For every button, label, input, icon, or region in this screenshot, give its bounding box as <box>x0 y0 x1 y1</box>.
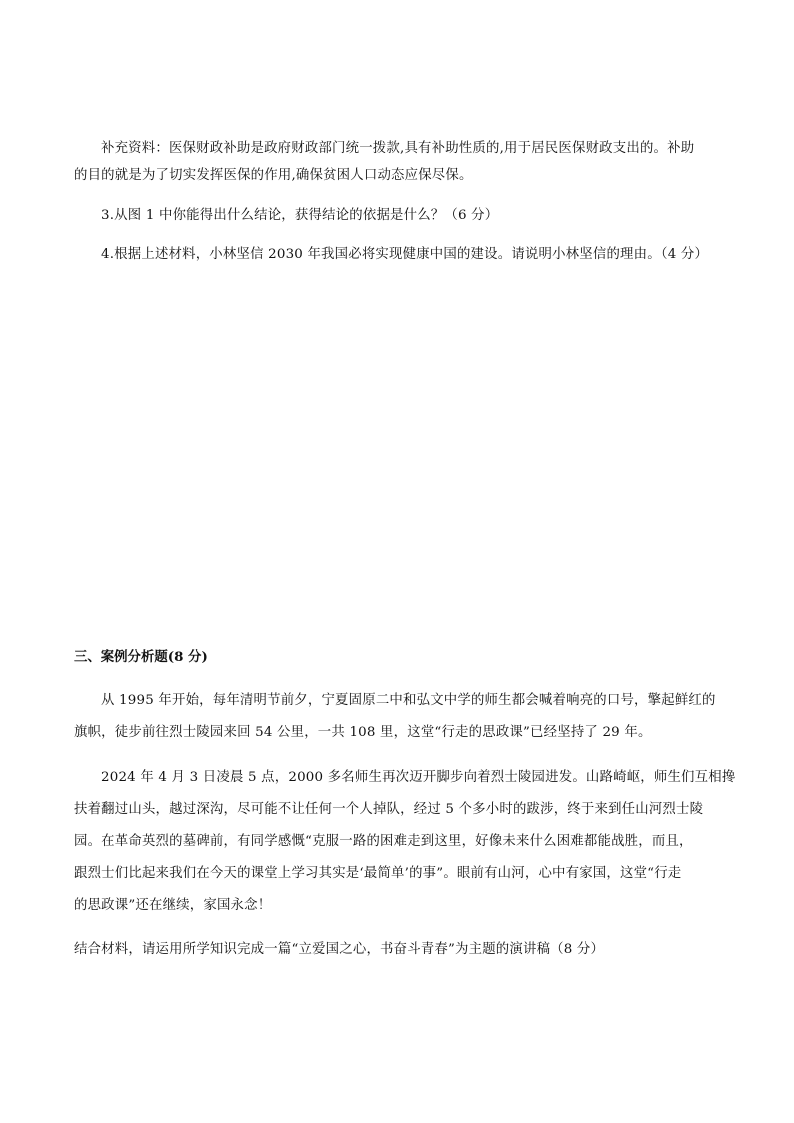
question-3: 3.从图 1 中你能得出什么结论，获得结论的依据是什么？（6 分） <box>101 208 499 223</box>
case-task: 结合材料，请运用所学知识完成一篇“立爱国之心，书奋斗青春”为主题的演讲稿（8 分） <box>74 942 605 957</box>
case-paragraph-1-line-1: 从 1995 年开始，每年清明节前夕，宁夏固原二中和弘文中学的师生都会喊着响亮的口号，擎起鲜红的 <box>101 693 716 708</box>
case-paragraph-2-line-1: 2024 年 4 月 3 日凌晨 5 点，2000 多名师生再次迈开脚步向着烈士陵园进发。山路崎岖，师生们互相搀 <box>101 770 736 785</box>
supplement-line-1: 补充资料：医保财政补助是政府财政部门统一拨款,具有补助性质的,用于居民医保财政支出的。补助 <box>101 141 695 156</box>
section-3-heading: 三、案例分析题(8 分) <box>74 649 208 665</box>
case-paragraph-2-line-2: 扶着翻过山头，越过深沟，尽可能不让任何一个人掉队，经过 5 个多小时的跋涉，终于来到任山河烈士陵 <box>74 802 704 817</box>
case-paragraph-1-line-2: 旗帜，徒步前往烈士陵园来回 54 公里，一共 108 里，这堂“行走的思政课”已经坚持了 29 年。 <box>74 725 652 740</box>
case-paragraph-2-line-5: 的思政课”还在继续，家国永念！ <box>74 898 272 913</box>
case-paragraph-2-line-4: 跟烈士们比起来我们在今天的课堂上学习其实是‘最简单’的事”。眼前有山河，心中有家国，这堂“行走 <box>74 866 682 881</box>
question-4: 4.根据上述材料，小林坚信 2030 年我国必将实现健康中国的建设。请说明小林坚信的理由。（4 分） <box>101 247 709 262</box>
supplement-line-2: 的目的就是为了切实发挥医保的作用,确保贫困人口动态应保尽保。 <box>74 168 473 183</box>
case-paragraph-2-line-3: 园。在革命英烈的墓碑前，有同学感慨“克服一路的困难走到这里，好像未来什么困难都能战胜，而且， <box>74 834 693 849</box>
